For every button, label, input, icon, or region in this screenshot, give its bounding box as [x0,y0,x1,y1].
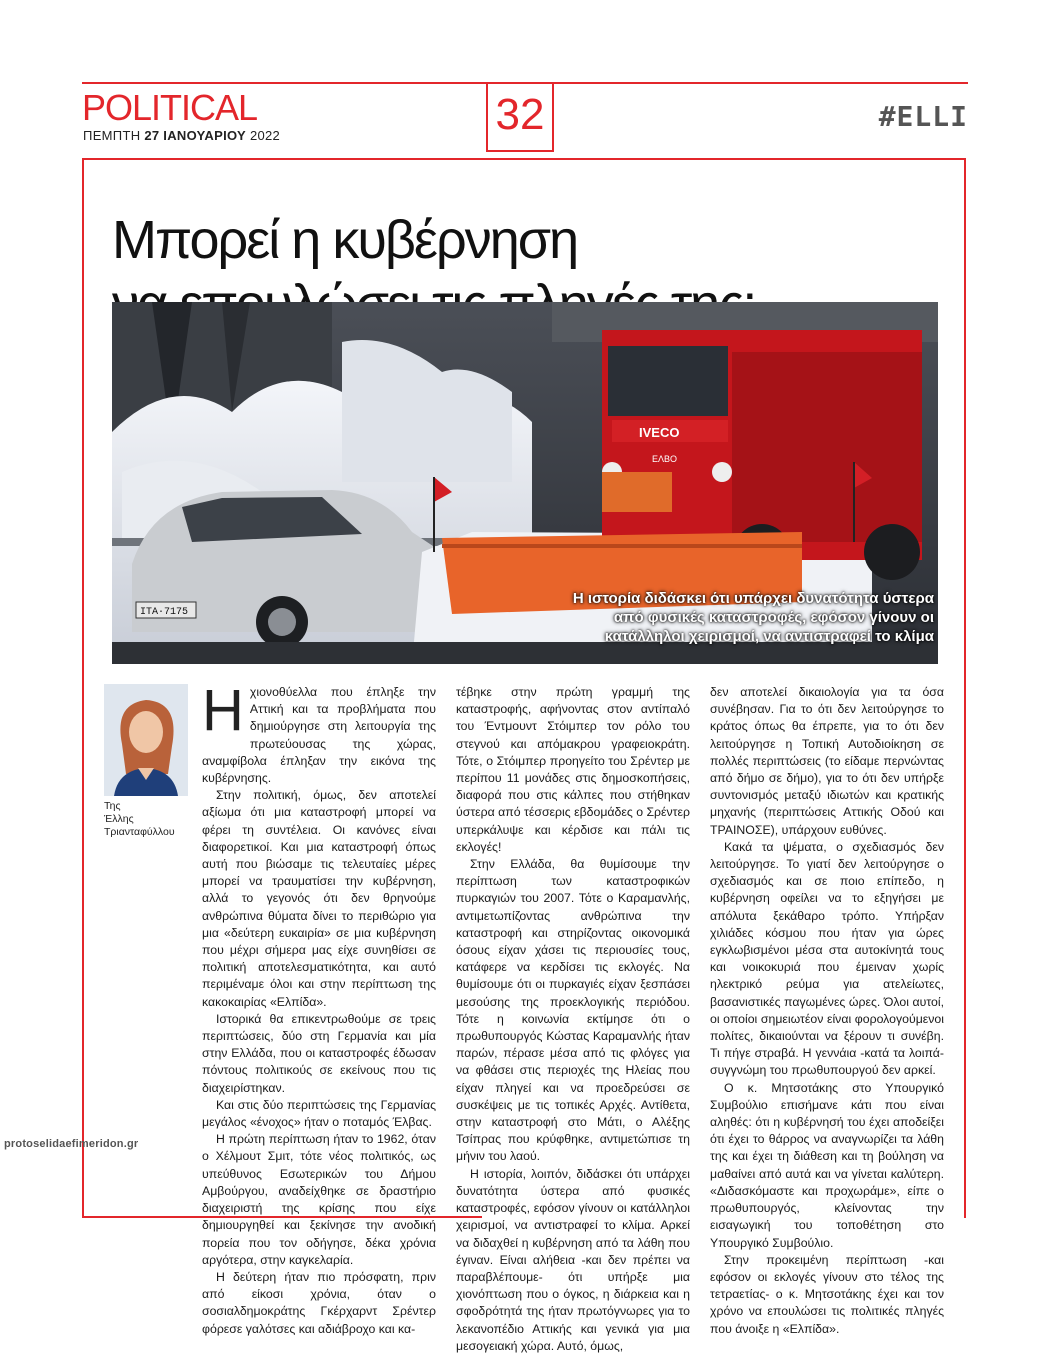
date-weekday: ΠΕΜΠΤΗ [83,128,141,143]
license-plate: ΙΤΑ·7175 [140,607,189,618]
lead-photo [112,302,938,664]
article-column-3 [710,684,944,1338]
source-watermark: protoselidaefimeridon.gr [4,1138,139,1150]
page-number: 32 [486,84,554,152]
section-title: POLITICAL [82,87,258,128]
paragraph: Στην πολιτική, όμως, δεν αποτελεί αξίωμα ότι μια καταστροφή μπορεί να φέρει τη συντέλεια. Οι κανόνες είναι διαφορετικοί. Και μια καταστροφή όπως αυτή που βιώσαμε τις τελευταίες μέρες μπορεί να τραυματίσει την κυβέρνηση, αλλά το γεγονός ότι δεν θρηνούμε ανθρώπινα θύματα δίνει το περιθώριο για μια «δεύτερη ευκαιρία» σε μια κυβέρνηση που μέχρι σήμερα μας είχε συνηθίσει σε πολιτική αποτελεσματικότητα, και αυτό περιμέναμε όλοι και στην περίπτωση της κακοκαιρίας «Ελπίδα». [202,788,436,1009]
paragraph: Ο κ. Μητσοτάκης στο Υπουργικό Συμβούλιο επισήμανε κάτι που είναι αληθές: ότι η κυβέρνησή του έχει αποδείξει ότι έχει το θάρρος να αναγνωρίζει τα λάθη της και έχει τη διάθεση και τη βούληση να μαθαίνει από αυτά και να γίνεται καλύτερη. «Διδασκόμαστε και προχωράμε», είπε ο πρωθυπουργός, κλείνοντας την εισαγωγική του τοποθέτηση στο Υπουργικό Συμβούλιο. [710,1080,944,1250]
paragraph: τέβηκε στην πρώτη γραμμή της καταστροφής, αφήνοντας στον αντίπαλό του Έντμουντ Στόιμπερ τον ρόλο του στεγνού και απόμακρου γραφειοκράτη. Τότε, ο Στόιμπερ προηγείτο του Σρέντερ με περίπου 11 μονάδες στις δημοσκοπήσεις, διαφορά που στις κάλπες που στήθηκαν ύστερα από τέσσερις εβδομάδες ο Σρέντερ υπερκάλυψε και κέρδισε και πάλι τις εκλογές! [456,685,691,854]
paragraph: Και στις δύο περιπτώσεις της Γερμανίας μεγάλος «ένοχος» ήταν ο ποταμός Έλβας. [202,1097,436,1130]
author-byline [104,800,175,839]
paragraph: Στην Ελλάδα, θα θυμίσουμε την περίπτωση των καταστροφικών πυρκαγιών του 2007. Τότε ο Καραμανλής, αντιμετωπίζοντας ανθρώπινα την καταστροφή και στηρίζοντας οικονομικά όσους είχαν χάσει τις περιουσίες τους, κατάφερε να κερδίσει τις εκλογές. Να θυμίσουμε ότι οι πυρκαγιές είχαν ξεσπάσει μεσούσης της προεκλογικής περιόδου. Τότε η κοινωνία εκτίμησε ότι ο πρωθυπουργός Κώστας Καραμανλής ήταν παρών, πέρασε μέσα από τις φλόγες για να φθάσει στις περιοχές της Ηλείας που είχαν πληγεί και να προεδρεύσει σε συσκέψεις με τις τοπικές Αρχές. Αντίθετα, στην καταστροφή στο Μάτι, ο Αλέξης Τσίπρας που κρύφθηκε, αντιμετώπισε τη μήνιν του λαού. [456,857,690,1164]
paragraph: Ιστορικά θα επικεντρωθούμε σε τρεις περιπτώσεις, δύο στη Γερμανία και μία στην Ελλάδα, που οι καταστροφές έδωσαν πόντους πολιτικούς σε εκείνους που τις διαχειρίστηκαν. [202,1011,436,1095]
paragraph-text: χιονοθύελλα που έπληξε την Αττική και τα προβλήματα που δημιούργησε στη λειτουργία της πρωτεύουσας της χώρας, αναμφίβολα έπληξαν την εικόνα της κυβέρνησης. [202,685,436,786]
truck-label: ΕΛΒΟ [652,454,678,464]
byline-last-name: Τριανταφύλλου [104,826,175,838]
paragraph [202,678,436,787]
byline-first-name: Έλλης [104,813,134,825]
article-column-1 [202,678,436,1338]
headline-line-1: Μπορεί η κυβέρνηση [112,210,578,271]
paragraph: Κακά τα ψέματα, ο σχεδιασμός δεν λειτούργησε. Το γιατί δεν λειτούργησε ο σχεδιασμός και σε ποιο επίπεδο, η κυβέρνηση οφείλει να το εξηγήσει με απόλυτα ξεκάθαρο τρόπο. Υπήρξαν χιλιάδες κόσμου που ήταν για ώρες εγκλωβισμένοι μέσα στα αυτοκίνητά τους και νοικοκυριά που έμειναν χωρίς ηλεκτρικό ρεύμα για ατελείωτες, βασανιστικές παγωμένες ώρες. Όλοι αυτοί, οι οποίοι σημειωτέον είναι φορολογούμενοι πολίτες, δικαιούνται να ξέρουν τι συνέβη. Τι πήγε στραβά. Η γεννάια -κατά τα λοιπά- συγγνώμη του πρωθυπουργού δεν αρκεί. [710,839,944,1078]
byline-prefix: Της [104,800,121,812]
author-photo [104,684,188,796]
paragraph: δεν αποτελεί δικαιολογία για τα όσα συνέβησαν. Για το ότι δεν λειτούργησε το κράτος όπως θα έπρεπε, για το ότι δεν λειτούργησε η Τοπική Αυτοδιοίκηση σε πολλές περιπτώσεις (το είδαμε περνώντας από δήμο σε δήμο), για το ότι δεν υπήρξε συντονισμός μεταξύ ιδιωτών και κρατικής μηχανής (περιπτώσεις Αττικής Οδού και ΤΡΑΙΝΟΣΕ), υπάρχουν ευθύνες. [710,685,944,837]
drop-cap: Η [202,678,244,743]
issue-date [83,128,280,143]
paragraph: Η ιστορία, λοιπόν, διδάσκει ότι υπάρχει δυνατότητα ύστερα από φυσικές καταστροφές, εφόσον γίνουν οι κατάλληλοι χειρισμοί, να αντιστραφεί το κλίμα. Αρκεί να διδαχθεί η κυβέρνηση από τα λάθη που έγιναν. Είναι αλήθεια -και δεν πρέπει να παραβλέπουμε- ότι υπήρξε μια χιονόπτωση που ο όγκος, η διάρκεια και η σφοδρότητά της ήταν πρωτόγνωρες για το λεκανοπέδιο Αττικής και γενικά για μια μεσογειακή χώρα. Αυτό, όμως, [456,1166,690,1353]
date-day-month: 27 ΙΑΝΟΥΑΡΙΟΥ [144,128,247,143]
date-year: 2022 [249,128,281,143]
paragraph: Η δεύτερη ήταν πιο πρόσφατη, πριν από είκοσι χρόνια, όταν ο σοσιαλδημοκράτης Γκέρχαρντ Σρέντερ φόρεσε γαλότσες και αδιάβροχο και κα- [202,1269,436,1336]
article-column-2 [456,684,690,1355]
paragraph: Στην προκειμένη περίπτωση -και εφόσον οι εκλογές γίνουν στο τέλος της τετραετίας- ο κ. Μητσοτάκης έχει και τον χρόνο να επουλώσει τις πολιτικές πληγές που άνοιξε η «Ελπίδα». [710,1252,944,1336]
paragraph: Η πρώτη περίπτωση ήταν το 1962, όταν ο Χέλμουτ Σμιτ, τότε νέος πολιτικός, ως υπεύθυνος Εσωτερικών του Δήμου Αμβούργου, αναδείχθηκε σε δραστήριο διαχειριστή της κρίσης που είχε δημιουργηθεί και ξεκίνησε την ανοδική πορεία που τον οδήγησε, δέκα χρόνια αργότερα, στην καγκελαρία. [202,1132,436,1267]
column-hashtag: #ELLI [878,100,968,133]
photo-caption: Η ιστορία διδάσκει ότι υπάρχει δυνατότητα ύστερα από φυσικές καταστροφές, εφόσον γίνουν οι κατάλληλοι χειρισμοί, να αντιστραφεί το κλίμα [572,590,934,645]
truck-brand: IVECO [639,425,680,440]
